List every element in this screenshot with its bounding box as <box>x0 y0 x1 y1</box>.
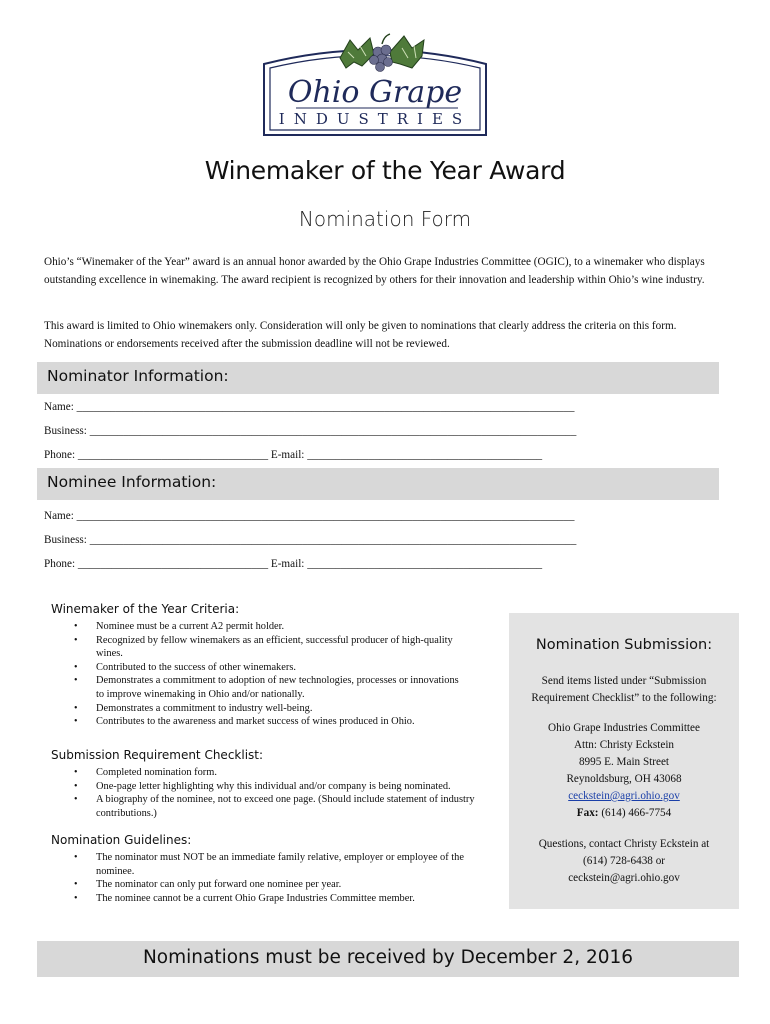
nominator-section-header <box>37 362 719 394</box>
list-item: • The nominator can only put forward one nominee per year. <box>74 878 490 892</box>
street-address: 8995 E. Main Street <box>578 756 670 768</box>
guidelines-heading: Nomination Guidelines: <box>51 833 192 847</box>
list-item: • Demonstrates a commitment to industry well-being. <box>74 702 466 716</box>
list-item: • Nominee must be a current A2 permit holder. <box>74 620 466 634</box>
questions-line-3: ceckstein@agri.ohio.gov <box>568 872 680 884</box>
fax-line <box>509 805 739 822</box>
deadline-banner <box>37 941 739 977</box>
checklist-list <box>74 766 492 820</box>
deadline-text: Nominations must be received by December 2, 2016 <box>142 947 634 968</box>
attn-line: Attn: Christy Eckstein <box>573 739 675 751</box>
nominee-heading: Nominee Information: <box>47 473 217 491</box>
questions-line-2: (614) 728-6438 or <box>582 855 666 867</box>
logo-industries-text: INDUSTRIES <box>278 110 472 128</box>
submission-heading: Nomination Submission: <box>535 637 713 653</box>
list-item: • The nominator must NOT be an immediate family relative, employer or employee of the nominee. <box>74 851 490 878</box>
nominee-name-field[interactable]: Name: _________________________________________________________________________________________ <box>44 510 575 522</box>
nominee-business-field[interactable]: Business: _______________________________________________________________________________________ <box>44 534 577 546</box>
submission-panel <box>509 613 739 909</box>
nominator-phone-email-field[interactable]: Phone: __________________________________ E-mail: __________________________________________ <box>44 449 543 461</box>
org-name: Ohio Grape Industries Committee <box>548 722 700 734</box>
list-item: • Contributes to the awareness and market success of wines produced in Ohio. <box>74 715 466 729</box>
email-link[interactable]: ceckstein@agri.ohio.gov <box>568 790 680 802</box>
nominator-heading: Nominator Information: <box>47 367 229 385</box>
criteria-heading: Winemaker of the Year Criteria: <box>51 602 240 616</box>
send-instructions-line-2: Requirement Checklist” to the following: <box>531 692 717 704</box>
nominator-name-field[interactable]: Name: _________________________________________________________________________________________ <box>44 401 575 413</box>
list-item: • Demonstrates a commitment to adoption of new technologies, processes or innovations to improve winemaking in Ohio and/or nationally. <box>74 674 466 701</box>
guidelines-list <box>74 851 490 905</box>
criteria-list <box>74 620 466 729</box>
nominator-business-field[interactable]: Business: _______________________________________________________________________________________ <box>44 425 577 437</box>
nominee-section-header <box>37 468 719 500</box>
page-subtitle: Nomination Form <box>298 207 472 231</box>
send-instructions-line-1: Send items listed under “Submission <box>541 675 707 687</box>
list-item: • One-page letter highlighting why this individual and/or company is being nominated. <box>74 780 492 794</box>
list-item: • A biography of the nominee, not to exceed one page. (Should include statement of industry contributions.) <box>74 793 492 820</box>
page-title: Winemaker of the Year Award <box>204 156 566 185</box>
nominee-phone-email-field[interactable]: Phone: __________________________________ E-mail: __________________________________________ <box>44 558 543 570</box>
fax-number: (614) 466-7754 <box>601 807 672 819</box>
list-item: • The nominee cannot be a current Ohio Grape Industries Committee member. <box>74 892 490 906</box>
ohio-grape-logo <box>262 22 488 137</box>
list-item: • Contributed to the success of other winemakers. <box>74 661 466 675</box>
intro-paragraph-1: Ohio’s “Winemaker of the Year” award is an annual honor awarded by the Ohio Grape Industries Committee (OGIC), to a winemaker who displays outstanding excellence in winemaking. The award recipient is recognized by others for their innovation and leadership within Ohio’s wine industry. <box>44 256 705 286</box>
checklist-heading: Submission Requirement Checklist: <box>51 748 264 762</box>
list-item: • Recognized by fellow winemakers as an efficient, successful producer of high-quality wines. <box>74 634 466 661</box>
city-state-zip: Reynoldsburg, OH 43068 <box>566 773 682 785</box>
questions-line-1: Questions, contact Christy Eckstein at <box>538 838 710 850</box>
list-item: • Completed nomination form. <box>74 766 492 780</box>
intro-paragraph-2: This award is limited to Ohio winemakers only. Consideration will only be given to nominations that clearly address the criteria on this form. Nominations or endorsements received after the submission deadline will not be reviewed. <box>44 320 677 350</box>
logo-script-text: Ohio Grape <box>287 75 463 110</box>
fax-label: Fax: <box>576 807 599 819</box>
